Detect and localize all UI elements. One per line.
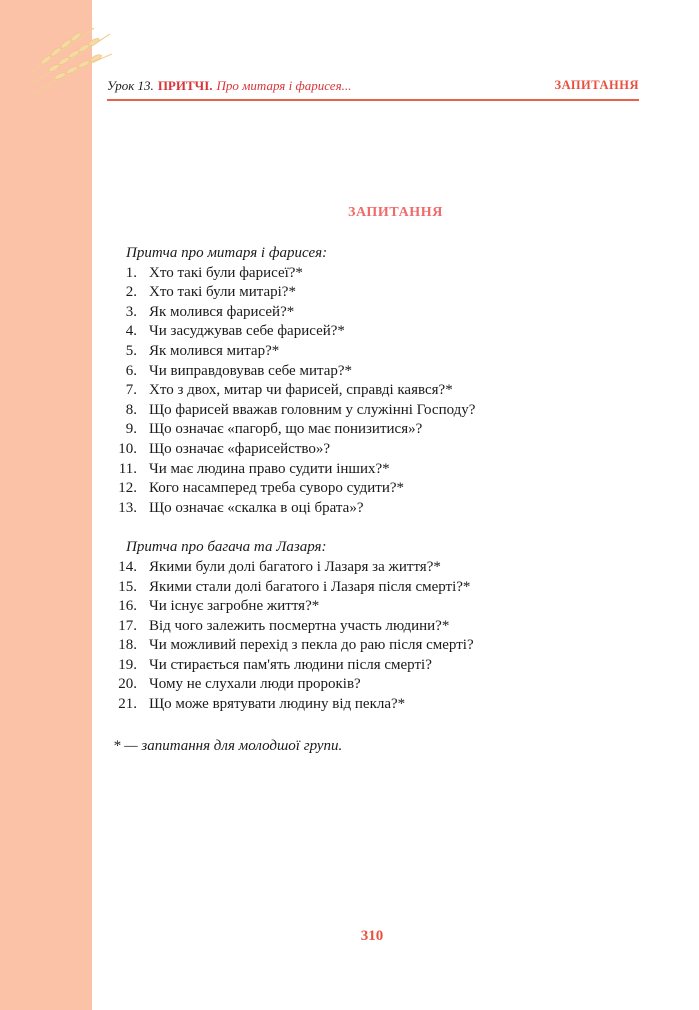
- question-number: 17.: [118, 617, 137, 634]
- question-list-lazarus: [113, 558, 633, 715]
- question-number: 19.: [118, 656, 137, 673]
- question-number: 3.: [125, 303, 137, 320]
- header-subtitle: Про митаря і фарисея...: [216, 78, 352, 93]
- footnote: * — запитання для молодшої групи.: [113, 737, 343, 754]
- question-number: 20.: [118, 676, 137, 693]
- question-number: 8.: [125, 401, 137, 418]
- question-item: [113, 695, 633, 715]
- question-text: Що означає «пагорб, що має понизитися»?: [149, 421, 423, 438]
- group-heading-publican: Притча про митаря і фарисея:: [126, 245, 328, 261]
- question-text: Якими були долі багатого і Лазаря за життя?*: [149, 558, 441, 575]
- question-number: 6.: [125, 362, 137, 379]
- question-text: Як молився митар?*: [149, 342, 280, 359]
- question-item: [113, 617, 633, 637]
- question-number: 1.: [125, 264, 137, 281]
- side-color-strip: [0, 0, 92, 1010]
- question-list-publican: [113, 264, 633, 519]
- question-number: 7.: [125, 382, 137, 399]
- question-item: [113, 558, 633, 578]
- question-text: Чи виправдовував себе митар?*: [149, 362, 353, 379]
- question-item: [113, 381, 633, 401]
- question-item: [113, 479, 633, 499]
- question-item: [113, 675, 633, 695]
- question-text: Хто з двох, митар чи фарисей, справді каявся?*: [149, 382, 453, 399]
- question-text: Чому не слухали люди пророків?: [149, 676, 361, 693]
- question-text: Кого насамперед треба суворо судити?*: [149, 480, 405, 497]
- question-item: [113, 420, 633, 440]
- question-number: 21.: [118, 696, 137, 713]
- header-lesson: Урок 13.: [107, 78, 154, 93]
- question-number: 12.: [118, 480, 137, 497]
- header-left: [107, 78, 351, 94]
- question-number: 9.: [125, 421, 137, 438]
- page-title: ЗАПИТАННЯ: [348, 205, 443, 220]
- running-header: [107, 78, 639, 98]
- question-text: Чи має людина право судити інших?*: [149, 460, 390, 477]
- question-text: Хто такі були митарі?*: [149, 284, 296, 301]
- group-spacer: [113, 518, 633, 538]
- question-text: Чи можливий перехід з пекла до раю після смерті?: [149, 637, 474, 654]
- question-text: Як молився фарисей?*: [149, 303, 295, 320]
- question-text: Чи засуджував себе фарисей?*: [149, 323, 345, 340]
- question-number: 13.: [118, 499, 137, 516]
- question-item: [113, 322, 633, 342]
- questions-content: [113, 244, 633, 756]
- page-number: 310: [360, 928, 384, 944]
- question-number: 2.: [125, 284, 137, 301]
- header-topic: ПРИТЧІ.: [157, 78, 213, 93]
- question-item: [113, 362, 633, 382]
- question-text: Що означає «скалка в оці брата»?: [149, 499, 364, 516]
- wheat-icon: [24, 24, 116, 104]
- question-item: [113, 401, 633, 421]
- question-text: Що означає «фарисейство»?: [149, 440, 331, 457]
- header-section: ЗАПИТАННЯ: [554, 78, 639, 92]
- question-item: [113, 656, 633, 676]
- question-item: [113, 578, 633, 598]
- question-text: Що може врятувати людину від пекла?*: [149, 696, 406, 713]
- question-item: [113, 460, 633, 480]
- question-number: 18.: [118, 637, 137, 654]
- question-number: 5.: [125, 342, 137, 359]
- question-text: Чи стирається пам'ять людини після смерті?: [149, 656, 432, 673]
- question-item: [113, 303, 633, 323]
- question-number: 11.: [118, 460, 137, 477]
- question-number: 14.: [118, 558, 137, 575]
- group-heading-lazarus: Притча про багача та Лазаря:: [126, 539, 327, 556]
- question-item: [113, 597, 633, 617]
- question-number: 10.: [118, 440, 137, 457]
- question-item: [113, 440, 633, 460]
- question-number: 16.: [118, 598, 137, 615]
- question-item: [113, 283, 633, 303]
- question-item: [113, 636, 633, 656]
- question-number: 15.: [118, 578, 137, 595]
- question-text: Чи існує загробне життя?*: [149, 598, 320, 615]
- header-divider: [107, 99, 639, 101]
- question-text: Що фарисей вважав головним у служінні Господу?: [149, 401, 476, 418]
- question-item: [113, 264, 633, 284]
- question-item: [113, 499, 633, 519]
- question-text: Якими стали долі багатого і Лазаря після смерті?*: [149, 578, 471, 595]
- question-item: [113, 342, 633, 362]
- question-number: 4.: [125, 323, 137, 340]
- question-text: Від чого залежить посмертна участь людини?*: [149, 617, 450, 634]
- question-text: Хто такі були фарисеї?*: [149, 264, 303, 281]
